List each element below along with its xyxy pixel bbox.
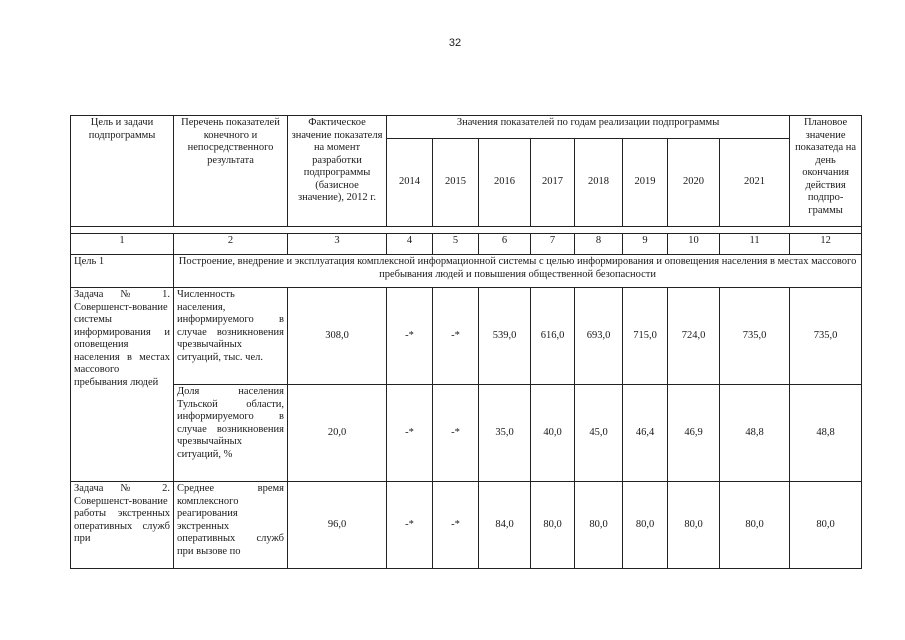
header-base-value: Фактическое значение показателя на момент разработки подпрограммы (базисное значение), 2012 г. [288, 116, 387, 227]
header-year: 2020 [668, 139, 720, 227]
column-number: 6 [479, 234, 531, 255]
task-2-text: Совершенст-вование работы экстренных оперативных служб при [74, 495, 170, 544]
goal-label: Цель 1 [71, 255, 174, 288]
table-row [71, 482, 862, 569]
year-value: 80,0 [575, 482, 623, 569]
year-value: 693,0 [575, 288, 623, 385]
column-number: 4 [387, 234, 433, 255]
header-planned-value: Плановое значение показатеда на день окончания действия подпро-граммы [790, 116, 862, 227]
indicator-name: Доля населения Тульской области, информируемого в случае возникновения чрезвычайных ситуаций, % [174, 385, 288, 482]
indicators-table [70, 115, 862, 569]
header-goals-tasks: Цель и задачи подпрограммы [71, 116, 174, 227]
goal-text: Построение, внедрение и эксплуатация комплексной информационной системы с целью информирования и оповещения населения в местах массового пребывания людей и повышения общественной безопасности [174, 255, 862, 288]
column-number: 8 [575, 234, 623, 255]
year-value: 80,0 [623, 482, 668, 569]
base-value: 308,0 [288, 288, 387, 385]
year-value: -* [387, 288, 433, 385]
table-gap [71, 227, 862, 234]
target-value: 48,8 [790, 385, 862, 482]
year-value: 616,0 [531, 288, 575, 385]
year-value: 48,8 [720, 385, 790, 482]
year-value: 40,0 [531, 385, 575, 482]
year-value: -* [433, 385, 479, 482]
year-value: 35,0 [479, 385, 531, 482]
year-value: 45,0 [575, 385, 623, 482]
page-number: 32 [448, 37, 462, 49]
task-1-text: Совершенст-вование системы информирования и оповещения населения в местах массового пребывания людей [74, 301, 170, 388]
column-number: 5 [433, 234, 479, 255]
task-1-number: Задача № 1. [74, 289, 170, 300]
indicator-name: Среднее время комплексного реагирования экстренных оперативных служб при вызове по [174, 482, 288, 569]
header-indicators-list: Перечень показателей конечного и непосредственного результата [174, 116, 288, 227]
column-number: 2 [174, 234, 288, 255]
task-1-label [71, 288, 174, 482]
column-number: 7 [531, 234, 575, 255]
year-value: -* [387, 385, 433, 482]
header-year: 2021 [720, 139, 790, 227]
table-row [71, 385, 862, 482]
base-value: 96,0 [288, 482, 387, 569]
year-value: 735,0 [720, 288, 790, 385]
header-year: 2016 [479, 139, 531, 227]
column-number: 11 [720, 234, 790, 255]
year-value: -* [433, 288, 479, 385]
header-years-group: Значения показателей по годам реализации подпрограммы [387, 116, 790, 139]
column-number: 12 [790, 234, 862, 255]
target-value: 80,0 [790, 482, 862, 569]
year-value: 539,0 [479, 288, 531, 385]
task-2-label [71, 482, 174, 569]
target-value: 735,0 [790, 288, 862, 385]
table-row [71, 288, 862, 385]
year-value: 80,0 [720, 482, 790, 569]
header-year: 2018 [575, 139, 623, 227]
task-2-number: Задача № 2. [74, 483, 170, 494]
year-value: 80,0 [531, 482, 575, 569]
year-value: -* [433, 482, 479, 569]
header-year: 2019 [623, 139, 668, 227]
header-year: 2017 [531, 139, 575, 227]
year-value: 46,9 [668, 385, 720, 482]
year-value: 46,4 [623, 385, 668, 482]
year-value: -* [387, 482, 433, 569]
header-year: 2015 [433, 139, 479, 227]
column-number: 10 [668, 234, 720, 255]
year-value: 724,0 [668, 288, 720, 385]
column-number: 3 [288, 234, 387, 255]
base-value: 20,0 [288, 385, 387, 482]
column-number: 9 [623, 234, 668, 255]
year-value: 715,0 [623, 288, 668, 385]
column-numbers-row [71, 234, 862, 255]
column-number: 1 [71, 234, 174, 255]
year-value: 84,0 [479, 482, 531, 569]
header-row [71, 116, 862, 139]
goal-row [71, 255, 862, 288]
year-value: 80,0 [668, 482, 720, 569]
indicator-name: Численность населения, информируемого в случае возникновения чрезвычайных ситуаций, тыс. чел. [174, 288, 288, 385]
header-year: 2014 [387, 139, 433, 227]
